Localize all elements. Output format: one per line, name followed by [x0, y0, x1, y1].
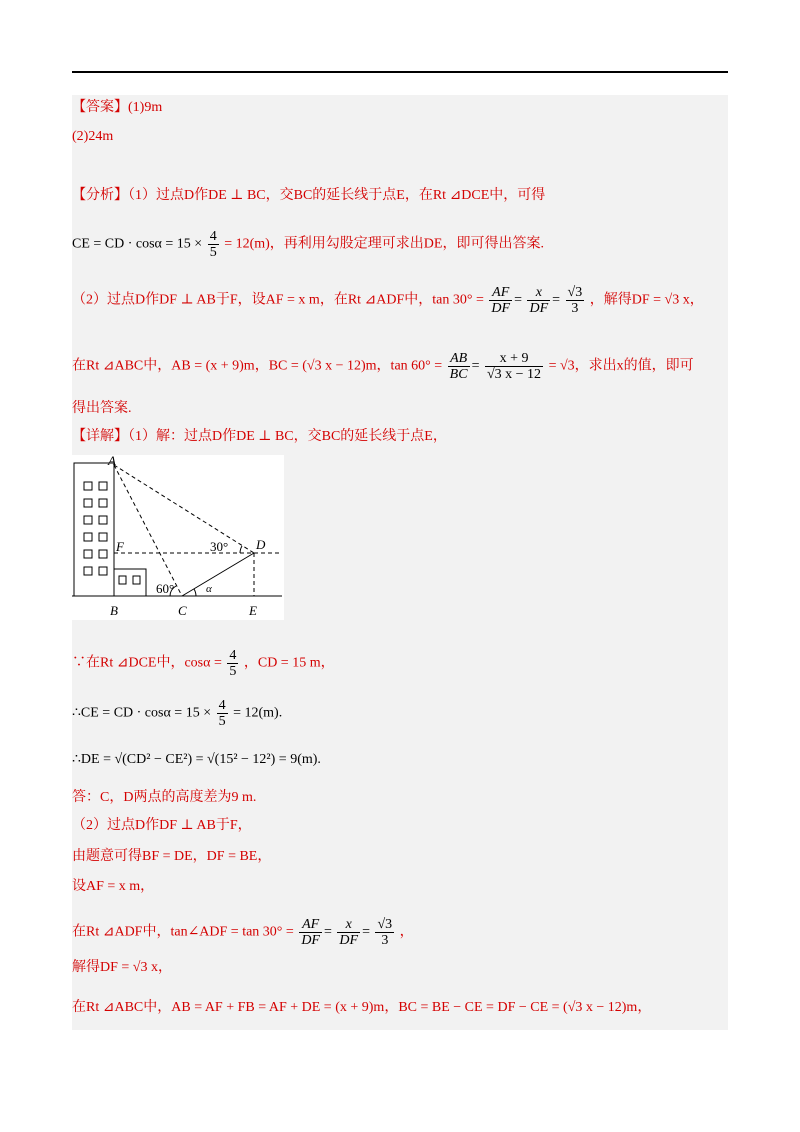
analysis-line-2: CE = CD · cosα = 15 × $\frac{4}{5}$ = 12(m)，再利用勾股定理可求出DE，即可得出答案. [72, 229, 544, 260]
angle-alpha-arc [194, 589, 196, 596]
line-CD [182, 553, 254, 596]
header-rule [72, 71, 728, 73]
label-alpha: α [206, 583, 212, 595]
fraction: $\frac{x}{DF}$ [529, 285, 549, 316]
fraction: $\frac{4}{5}$ [229, 648, 237, 679]
fraction: $\frac{x}{DF}$ [339, 917, 359, 948]
line-AD [114, 465, 254, 553]
fraction: $\frac{√3}{3}$ [377, 917, 393, 948]
fraction: $\frac{AF}{DF}$ [301, 917, 320, 948]
label-F: F [116, 539, 124, 554]
fraction: $\frac{4}{5}$ [218, 698, 226, 729]
angle-30-arc [240, 546, 242, 553]
analysis-line-5: 得出答案. [72, 401, 132, 416]
answer-line-2: (2)24m [72, 129, 114, 144]
label-E: E [249, 603, 257, 618]
fraction: $\frac{AB}{BC}$ [449, 351, 468, 382]
detail-part2-line4: 在Rt ⊿ADF中，tan∠ADF = tan 30° = $\frac{AF}{DF}$ = $\frac{x}{DF}$ = $\frac{√3}{3}$ ， [72, 917, 414, 948]
detail-tag: 【详解】 [72, 429, 128, 444]
detail-part2-line3: 设AF = x m， [72, 879, 155, 894]
geometry-figure [72, 455, 284, 620]
label-angle60: 60° [156, 581, 175, 596]
detail-step-2: ∴CE = CD · cosα = 15 × $\frac{4}{5}$ = 12(m). [72, 698, 283, 729]
label-D: D [256, 537, 266, 552]
label-angle30: 30° [210, 539, 229, 554]
detail-step-4: 答：C，D两点的高度差为9 m. [72, 790, 257, 805]
analysis-line-3: （2）过点D作DF ⊥ AB于F，设AF = x m，在Rt ⊿ADF中，tan 30° = $\frac{AF}{DF}$ = $\frac{x}{DF}$ = $\frac{√3}{3}$ ，解得DF = √3 x， [72, 285, 704, 316]
fraction: $\frac{√3}{3}$ [567, 285, 583, 316]
answer-tag: 【答案】 [72, 100, 128, 115]
solution-panel [72, 95, 728, 1030]
fraction: $\frac{x + 9}{√3 x - 12}$ [486, 351, 542, 382]
analysis-line-4: 在Rt ⊿ABC中，AB = (x + 9)m，BC = (√3 x − 12)m，tan 60° = $\frac{AB}{BC}$ = $\frac{x + 9}{√3 x - 12}$ = √3，求出x的值，即可 [72, 351, 694, 382]
analysis-line-1: 【分析】（1）过点D作DE ⊥ BC，交BC的延长线于点E，在Rt ⊿DCE中，可得 [72, 188, 546, 203]
label-C: C [178, 603, 187, 618]
answer-line-1 [72, 99, 162, 117]
label-A: A [108, 455, 116, 468]
fraction: $\frac{AF}{DF}$ [491, 285, 511, 316]
detail-part2-line6: 在Rt ⊿ABC中，AB = AF + FB = AF + DE = (x + 9)m，BC = BE − CE = DF − CE = (√3 x − 12)m， [72, 1000, 652, 1015]
detail-line-1: 【详解】（1）解：过点D作DE ⊥ BC，交BC的延长线于点E， [72, 429, 447, 444]
detail-part2-line2: 由题意可得BF = DE，DF = BE， [72, 849, 272, 864]
fraction: $\frac{4}{5}$ [209, 229, 217, 260]
detail-part2-line5: 解得DF = √3 x， [72, 960, 172, 975]
detail-part2-line1: （2）过点D作DF ⊥ AB于F， [72, 818, 252, 833]
detail-step-1: ∵在Rt ⊿DCE中，cosα = $\frac{4}{5}$ ，CD = 15 m， [72, 648, 335, 679]
analysis-tag: 【分析】 [72, 188, 128, 203]
label-B: B [110, 603, 118, 618]
building-outline [74, 463, 114, 596]
answer-part1: (1)9m [128, 100, 163, 115]
detail-step-3: ∴DE = √(CD² − CE²) = √(15² − 12²) = 9(m). [72, 752, 321, 767]
